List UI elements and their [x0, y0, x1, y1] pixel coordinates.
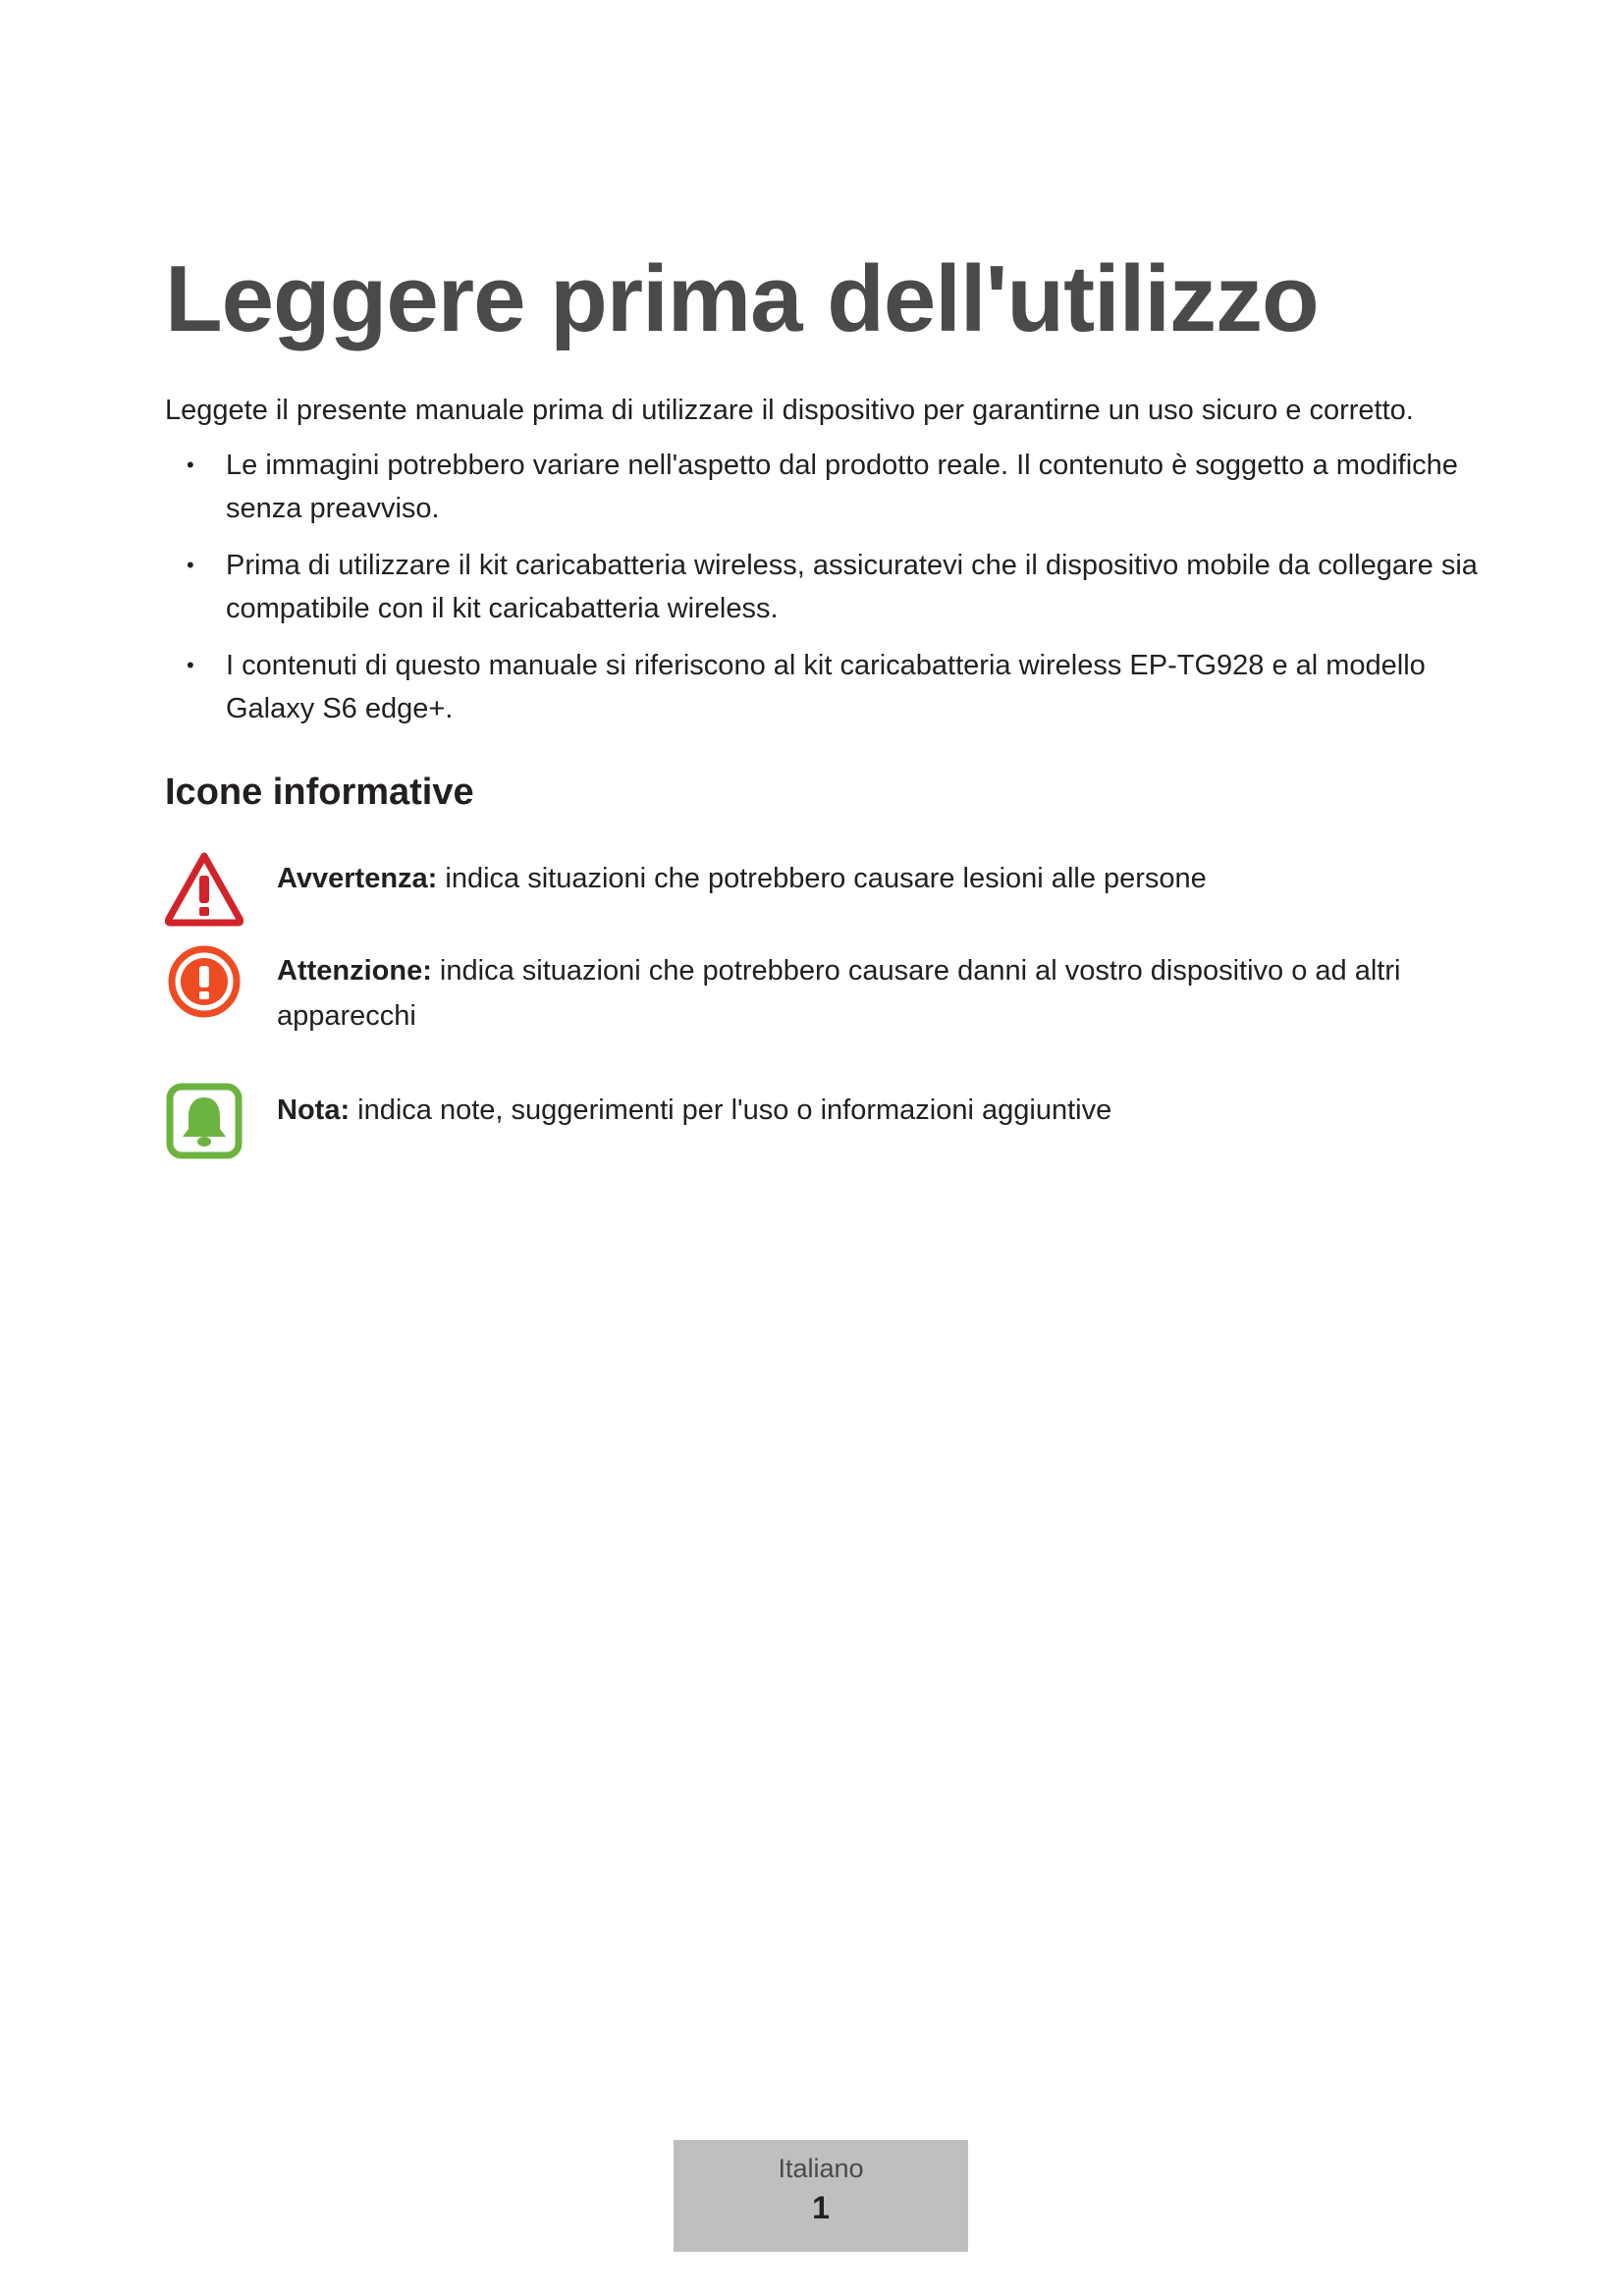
icon-row-caution [165, 942, 1481, 1039]
section-title: Icone informative [165, 772, 474, 813]
icon-label: Nota: [277, 1095, 351, 1126]
list-item [165, 544, 1481, 630]
bullet-text: I contenuti di questo manuale si riferiscono al kit caricabatteria wireless EP-TG928 e al modello Galaxy S6 edge+. [226, 650, 1426, 724]
warning-triangle-icon [165, 850, 244, 929]
bullet-marker: • [187, 653, 194, 677]
list-item [165, 644, 1481, 730]
icon-label: Attenzione: [277, 955, 432, 987]
page-footer [674, 2140, 968, 2252]
icon-text: indica situazioni che potrebbero causare lesioni alle persone [437, 863, 1207, 894]
intro-paragraph: Leggete il presente manuale prima di utilizzare il dispositivo per garantirne un uso sicuro e corretto. [165, 395, 1414, 426]
icon-description [277, 1082, 1111, 1133]
page-number: 1 [812, 2190, 830, 2225]
caution-circle-icon [165, 942, 244, 1021]
bullet-list [165, 444, 1481, 744]
icon-description [277, 850, 1207, 901]
bullet-text: Prima di utilizzare il kit caricabatteria wireless, assicuratevi che il dispositivo mobile da collegare sia compatibile con il kit caricabatteria wireless. [226, 550, 1478, 624]
icon-label: Avvertenza: [277, 863, 438, 894]
icon-text: indica note, suggerimenti per l'uso o informazioni aggiuntive [350, 1095, 1112, 1126]
page-title: Leggere prima dell'utilizzo [165, 246, 1319, 351]
footer-language: Italiano [778, 2154, 864, 2183]
bullet-marker: • [187, 453, 194, 477]
icon-text: indica situazioni che potrebbero causare danni al vostro dispositivo o ad altri apparecchi [277, 955, 1401, 1032]
icon-row-warning [165, 850, 1481, 929]
note-bell-icon [165, 1082, 244, 1160]
icon-row-note [165, 1082, 1481, 1160]
bullet-marker: • [187, 553, 194, 577]
icon-description [277, 942, 1481, 1039]
list-item [165, 444, 1481, 530]
bullet-text: Le immagini potrebbero variare nell'aspetto dal prodotto reale. Il contenuto è soggetto a modifiche senza preavviso. [226, 450, 1458, 524]
